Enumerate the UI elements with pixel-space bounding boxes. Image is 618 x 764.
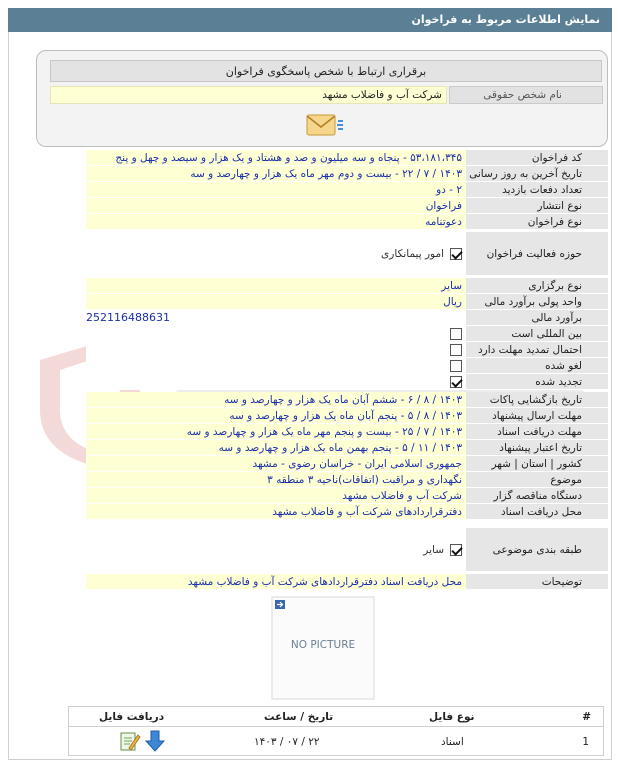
check-row xyxy=(86,342,608,358)
renewed-checkbox[interactable] xyxy=(450,376,462,388)
cell-date: ۱۴۰۳ / ۰۷ / ۲۲ xyxy=(254,736,320,748)
field-label: واحد پولی برآورد مالی xyxy=(466,294,608,310)
check-cell xyxy=(86,326,466,342)
header-date: تاریخ / ساعت xyxy=(264,711,334,723)
field-row xyxy=(86,456,608,472)
notes-label: توضیحات xyxy=(466,574,608,590)
notes-value: محل دریافت اسناد دفترقراردادهای شرکت آب و فاضلاب مشهد xyxy=(86,574,466,590)
field-label: کشور | استان | شهر xyxy=(466,456,608,472)
estimate-number: 252116488631 xyxy=(86,311,170,324)
category-value xyxy=(86,528,466,572)
contact-label: نام شخص حقوقی xyxy=(449,86,603,104)
field-label: دستگاه مناقصه گزار xyxy=(466,488,608,504)
field-row xyxy=(86,294,608,310)
check-label: بین المللی است xyxy=(466,326,608,342)
header-num: # xyxy=(582,711,591,723)
field-value: ۵۳،۱۸۱،۳۴۵ - پنجاه و سه میلیون و صد و هشتاد و یک هزار و سیصد و چهل و پنج xyxy=(86,150,466,166)
estimate-value xyxy=(86,310,466,326)
field-value: دعوتنامه xyxy=(86,214,466,230)
field-value: شرکت آب و فاضلاب مشهد xyxy=(86,488,466,504)
check-label: احتمال تمدید مهلت دارد xyxy=(466,342,608,358)
contact-value: شرکت آب و فاضلاب مشهد xyxy=(50,86,447,104)
notes-row xyxy=(86,574,608,590)
activity-checkbox[interactable] xyxy=(450,248,462,260)
field-label: تاریخ آخرین به روز رسانی xyxy=(466,166,608,182)
edit-icon[interactable] xyxy=(119,730,141,752)
header-type: نوع فایل xyxy=(429,711,475,723)
download-icon[interactable] xyxy=(145,729,165,753)
field-label: مهلت دریافت اسناد xyxy=(466,424,608,440)
field-value: ۱۴۰۳ / ۸ / ۵ - پنجم آبان ماه یک هزار و چهارصد و سه xyxy=(86,408,466,424)
envelope-icon[interactable] xyxy=(305,112,345,138)
category-option: سایر xyxy=(423,543,444,556)
field-label: مهلت ارسال پیشنهاد xyxy=(466,408,608,424)
field-label: نوع انتشار xyxy=(466,198,608,214)
field-row xyxy=(86,198,608,214)
field-value: دفترقراردادهای شرکت آب و فاضلاب مشهد xyxy=(86,504,466,520)
activity-value xyxy=(86,232,466,276)
field-row xyxy=(86,424,608,440)
category-checkbox[interactable] xyxy=(450,544,462,556)
check-label: تجدید شده xyxy=(466,374,608,390)
field-value: ۲ - دو xyxy=(86,182,466,198)
contact-title: برقراری ارتباط با شخص پاسخگوی فراخوان xyxy=(50,60,602,82)
field-value: نگهداری و مراقبت (اتفاقات)ناحیه ۳ منطقه ۳ xyxy=(86,472,466,488)
field-value: ۱۴۰۳ / ۸ / ۶ - ششم آبان ماه یک هزار و چهارصد و سه xyxy=(86,392,466,408)
check-row xyxy=(86,358,608,374)
check-cell xyxy=(86,342,466,358)
field-row xyxy=(86,182,608,198)
field-label: تعداد دفعات بازدید xyxy=(466,182,608,198)
field-label: تاریخ اعتبار پیشنهاد xyxy=(466,440,608,456)
field-value: جمهوری اسلامی ایران - خراسان رضوی - مشهد xyxy=(86,456,466,472)
activity-label: حوزه فعالیت فراخوان xyxy=(466,232,608,276)
check-row xyxy=(86,326,608,342)
no-picture-text: NO PICTURE xyxy=(290,639,356,651)
page-title: نمایش اطلاعات مربوط به فراخوان xyxy=(8,8,612,32)
cancelled-checkbox[interactable] xyxy=(450,360,462,372)
cell-num: 1 xyxy=(582,736,589,748)
field-label: موضوع xyxy=(466,472,608,488)
field-row xyxy=(86,166,608,182)
field-row xyxy=(86,504,608,520)
category-row xyxy=(86,528,608,572)
check-row xyxy=(86,374,608,390)
activity-row xyxy=(86,232,608,276)
field-label: نوع فراخوان xyxy=(466,214,608,230)
field-label: محل دریافت اسناد xyxy=(466,504,608,520)
files-header xyxy=(69,707,603,727)
field-row xyxy=(86,440,608,456)
field-value: سایر xyxy=(86,278,466,294)
check-cell xyxy=(86,358,466,374)
category-label: طبقه بندی موضوعی xyxy=(466,528,608,572)
table-row xyxy=(69,727,603,757)
field-row xyxy=(86,408,608,424)
field-value: ۱۴۰۳ / ۷ / ۲۵ - بیست و پنجم مهر ماه یک هزار و چهارصد و سه xyxy=(86,424,466,440)
field-value: ۱۴۰۳ / ۷ / ۲۲ - بیست و دوم مهر ماه یک هزار و چهارصد و سه xyxy=(86,166,466,182)
field-row xyxy=(86,392,608,408)
activity-option: امور پیمانکاری xyxy=(381,247,444,260)
field-label: برآورد مالی xyxy=(466,310,608,326)
cell-type: اسناد xyxy=(441,736,464,748)
field-label: تاریخ بازگشایی پاکات xyxy=(466,392,608,408)
field-label: کد فراخوان xyxy=(466,150,608,166)
field-row xyxy=(86,310,608,326)
field-row xyxy=(86,472,608,488)
field-row xyxy=(86,150,608,166)
check-label: لغو شده xyxy=(466,358,608,374)
field-value: ریال xyxy=(86,294,466,310)
files-table xyxy=(68,706,604,756)
field-row xyxy=(86,278,608,294)
header-download: دریافت فایل xyxy=(99,711,165,723)
check-cell xyxy=(86,374,466,390)
field-row xyxy=(86,214,608,230)
field-value: فراخوان xyxy=(86,198,466,214)
field-row xyxy=(86,488,608,504)
intl-checkbox[interactable] xyxy=(450,328,462,340)
field-label: نوع برگزاری xyxy=(466,278,608,294)
extension-checkbox[interactable] xyxy=(450,344,462,356)
no-picture-image xyxy=(271,596,375,700)
field-value: ۱۴۰۳ / ۱۱ / ۵ - پنجم بهمن ماه یک هزار و چهارصد و سه xyxy=(86,440,466,456)
